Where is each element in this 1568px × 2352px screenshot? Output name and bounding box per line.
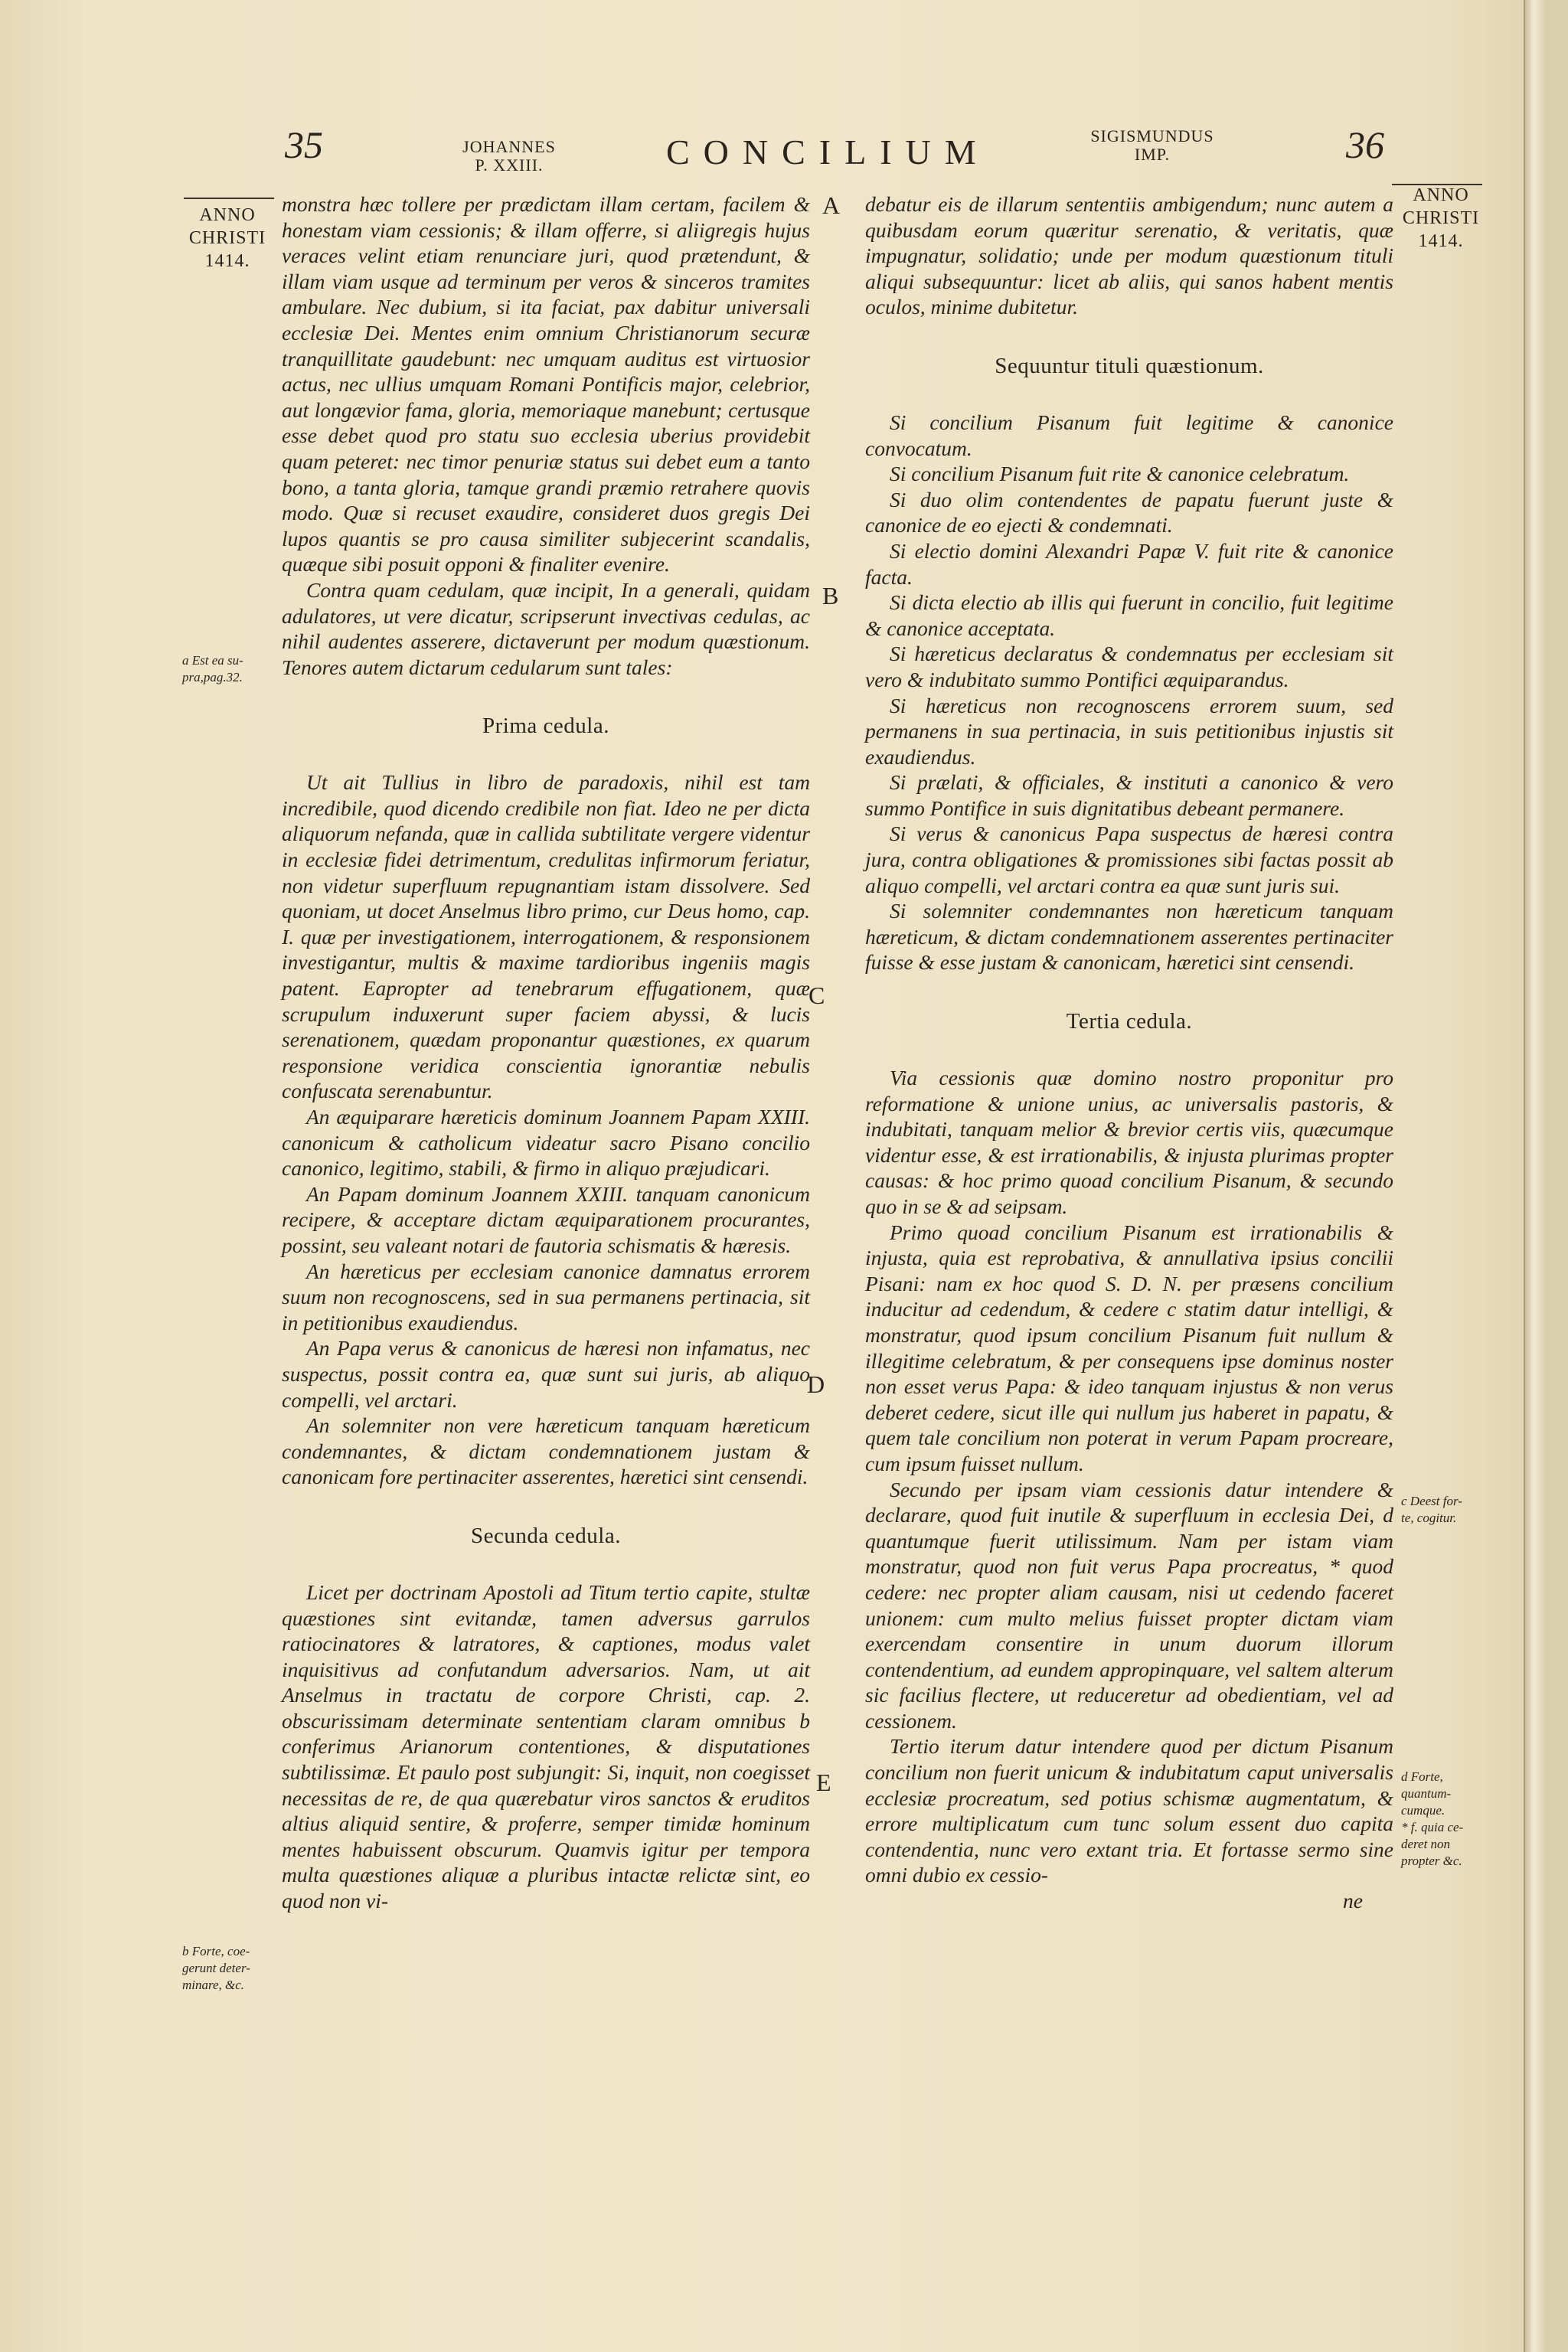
- year-value: 1414.: [204, 251, 250, 271]
- question: Si dicta electio ab illis qui fuerunt in concilio, fuit legitime & canonice acceptata.: [865, 590, 1393, 640]
- paragraph: Secundo per ipsam viam cessionis datur intendere & declarare, quod fuit inutile & superfluum in ecclesia Dei, d quantumque fuerit utilissimum. Nam per istam viam monstratur, quod non fuit verus Papa procreatus, * quod cedere: nec propter aliam causam, nisi ut cedendo faceret unionem: cum multo melius fuisset propter dictam viam exercendam consentire in unum duorum illorum contendentium, ad eundem appropinquare, vel saltem alterum sic facilius flectere, ut reduceretur ad obedientiam, vel ad cessionem.: [865, 1477, 1393, 1733]
- margin-note-c: [1401, 1493, 1501, 1527]
- question: Si hæreticus non recognoscens errorem suum, sed permanens in sua pertinacia, in suis petitionibus injustis sit exaudiendus.: [865, 693, 1393, 769]
- emperor-header: [1072, 127, 1233, 164]
- note-line: a Est ea su-: [182, 653, 243, 668]
- section-letter-e: E: [816, 1769, 831, 1796]
- note-line: pra,pag.32.: [182, 670, 243, 684]
- year-label: ANNO: [1413, 185, 1469, 205]
- year-label: CHRISTI: [188, 228, 266, 248]
- page-title: CONCILIUM: [666, 132, 990, 172]
- left-column: [282, 191, 810, 1914]
- year-box-right: [1387, 184, 1494, 253]
- paragraph: monstra hæc tollere per prædictam illam certam, facilem & honestam viam cessionis; & illam offerre, si aliigregis hujus veraces velint etiam renunciare juri, quod prætendunt, & illam viam usque ad terminum per veros & sinceros tramites ambulare. Nec dubium, si ita faciat, pax dabitur universali ecclesiæ Dei. Mentes enim omnium Christianorum securæ tranquillitate gaudebunt: nec umquam auditus est virtuosior actus, nec ullius umquam Romani Pontificis major, celebrior, aut longævior fama, gloria, memoriaque manebunt; certusque esse debet quod pro statu suo ecclesia uberius providebit quam peteret: nec timor penuriæ status sui debet eum a tanto bono, a tanta gloria, tamque grandi præmio retrahere quovis modo. Quæ si recuset exaudire, consideret duos gregis Dei lupos quantis se pro causa similiter subjecerint scandalis, quæque sibi posuit opponi & finaliter evenire.: [282, 192, 810, 577]
- note-line: b Forte, coe-: [182, 1944, 250, 1958]
- paragraph: Ut ait Tullius in libro de paradoxis, nihil est tam incredibile, quod dicendo credibile non fiat. Ideo ne per dicta aliquorum nefanda, quæ in callida subtilitate vergere videntur in ecclesiæ fidei detrimentum, credulitas infirmorum feriatur, non videtur superfluum repugnantiam istam dissolvere. Sed quoniam, ut docet Anselmus libro primo, cur Deus homo, cap. I. quæ per investigationem, interrogationem, & responsionem investigantur, multis & maxime tardioribus ingeniis magis patent. Eapropter ad tenebrarum effugationem, quæ scrupulum induxerunt super faciem abyssi, & lucis serenationem, quædam proponantur quæstiones, ex quarum responsione veridica conscientia ignorantiæ nebulis confuscata serenabuntur.: [282, 770, 810, 1103]
- note-line: propter &c.: [1401, 1854, 1462, 1868]
- question: Si solemniter condemnantes non hæreticum tanquam hæreticum, & dictam condemnationem asserentes pertinaciter fuisse & esse justam & canonicam, hæretici sint censendi.: [865, 899, 1393, 975]
- question: An Papa verus & canonicus de hæresi non infamatus, nec suspectus, possit contra ea, quæ sunt sui juris, ab aliquo compelli, vel arctari.: [282, 1336, 810, 1412]
- right-column: [865, 191, 1393, 1914]
- catchword: ne: [1343, 1889, 1363, 1913]
- question: An solemniter non vere hæreticum tanquam hæreticum condemnantes, & dictam condemnationem justam & canonicam fore pertinaciter asserentes, hæretici sint censendi.: [282, 1413, 810, 1489]
- paragraph: Contra quam cedulam, quæ incipit, In a generali, quidam adulatores, ut vere dicatur, scripserunt invectivas cedulas, ac nihil audentes asserere, dictaverunt per modum quæstionum. Tenores autem dictarum cedularum sunt tales:: [282, 577, 810, 679]
- paragraph: debatur eis de illarum sententiis ambigendum; nunc autem a quibusdam eorum quæritur serenatio, & veritatis, quæ impugnatur, solidatio; unde per modum quæstionum tituli aliqui subsequuntur: licet ab aliis, qui sanos habent mentis oculos, minime dubitetur.: [865, 192, 1393, 319]
- year-label: ANNO: [199, 205, 256, 225]
- note-line: * f. quia ce-: [1401, 1820, 1464, 1834]
- question: Si electio domini Alexandri Papæ V. fuit rite & canonice facta.: [865, 538, 1393, 589]
- question: Si duo olim contendentes de papatu fuerunt juste & canonice de eo ejecti & condemnati.: [865, 487, 1393, 537]
- emperor-title: IMP.: [1134, 145, 1171, 164]
- note-line: quantum-: [1401, 1786, 1452, 1801]
- note-line: minare, &c.: [182, 1978, 245, 1992]
- section-heading: Tertia cedula.: [1066, 1009, 1193, 1034]
- section-heading: Prima cedula.: [482, 714, 609, 739]
- question: Si concilium Pisanum fuit legitime & canonice convocatum.: [865, 410, 1393, 460]
- question: An æquiparare hæreticis dominum Joannem Papam XXIII. canonicum & catholicum videatur sacro Pisano concilio canonico, legitimo, stabili, & firmo in aliquo præjudicari.: [282, 1105, 810, 1181]
- pope-number: P. XXIII.: [475, 155, 544, 175]
- page-number-right: 36: [1346, 123, 1384, 166]
- year-box-left: [178, 204, 277, 273]
- year-rule-left: [184, 198, 274, 199]
- section-letter-c: C: [808, 982, 825, 1009]
- page-edge: [1524, 0, 1547, 2352]
- section-heading: Secunda cedula.: [471, 1523, 621, 1548]
- note-line: cumque.: [1401, 1803, 1446, 1818]
- emperor-name: SIGISMUNDUS: [1090, 126, 1214, 145]
- paragraph: Via cessionis quæ domino nostro proponitur pro reformatione & unione unius, ac universalis pastoris, & indubitati, tanquam melior & brevior certis viis, quæcumque videntur esse, & est irrationabilis, & injusta plurimas propter causas: & hoc primo quoad concilium Pisanum, & secundo quo in se & ad seipsam.: [865, 1066, 1393, 1218]
- question: Si hæreticus declaratus & condemnatus per ecclesiam sit vero & indubitato summo Pontifici æquiparandus.: [865, 642, 1393, 691]
- pope-header: [452, 138, 567, 175]
- page-number-left: 35: [285, 123, 323, 166]
- note-line: gerunt deter-: [182, 1961, 250, 1975]
- question: An hæreticus per ecclesiam canonice damnatus errorem suum non recognoscens, sed in sua permanens pertinacia, sit in petitionibus exaudiendus.: [282, 1259, 810, 1334]
- pope-name: JOHANNES: [462, 137, 556, 156]
- question: Si concilium Pisanum fuit rite & canonice celebratum.: [890, 462, 1350, 486]
- paragraph: Tertio iterum datur intendere quod per dictum Pisanum concilium non fuerit unicum & indubitatum caput universalis ecclesiæ procreatum, sed potius schismæ augmentatum, & errore multiplicatum cum tunc solum essent duo capita contendentia, nunc vero extant tria. Et fortasse sermo sine omni dubio ex cessio-: [865, 1734, 1393, 1887]
- paragraph: Licet per doctrinam Apostoli ad Titum tertio capite, stultæ quæstiones sint evitandæ, tamen adversus garrulos ratiocinatores & latratores, & captiones, modus valet inquisitivus ad confutandum adversarios. Nam, ut ait Anselmus in tractatu de corpore Christi, cap. 2. obscurissimam determinate sententiam claram omnibus b conferimus Arianorum contentiones, & disputationes subtilissimæ. Et paulo post subjungit: Si, inquit, non coegisset necessitas de re, de qua quærebatur viros sanctos & eruditos altius aliquid sentire, & proferre, semper timidæ hominum mentes habuissent obscurum. Quamvis igitur per tempora multa quæstiones aliquæ a pluribus intactæ relictæ sint, eo quod non vi-: [282, 1579, 810, 1913]
- margin-note-d: [1401, 1769, 1501, 1870]
- year-value: 1414.: [1418, 231, 1464, 251]
- question: Si verus & canonicus Papa suspectus de hæresi contra jura, contra obligationes & promissiones sibi factas possit ab aliquo compelli, vel arctari contra ea quæ sunt juris sui.: [865, 822, 1393, 897]
- note-line: deret non: [1401, 1837, 1451, 1851]
- note-line: te, cogitur.: [1401, 1511, 1457, 1525]
- question: Si prælati, & officiales, & instituti a canonico & vero summo Pontifice in suis dignitatibus debeant permanere.: [865, 770, 1393, 820]
- section-heading: Sequuntur tituli quæstionum.: [995, 353, 1264, 378]
- paragraph: Primo quoad concilium Pisanum est irrationabilis & injusta, quia est reprobativa, & annullativa ipsius concilii Pisani: nam ex hoc quod S. D. N. per præsens concilium inducitur ad cedendum, & cedere c statim datur intelligi, & monstratur, quod ipsum concilium Pisanum fuit nullum & illegitime celebratum, & per consequens ipse dominus noster non esset verus Papa: & ideo tanquam injustus & non verus deberet cedere, sicut ille qui nullum jus haberet in papatu, & quem tale concilium non poterat in verum Papam procreare, cum ipsum fuisset nullum.: [865, 1220, 1393, 1475]
- year-label: CHRISTI: [1402, 208, 1480, 228]
- note-line: c Deest for-: [1401, 1494, 1462, 1508]
- margin-note-a: [182, 652, 282, 686]
- question: An Papam dominum Joannem XXIII. tanquam canonicum recipere, & acceptare dictam æquiparationem procurantes, possint, seu valeant notari de fautoria schismatis & hæresis.: [282, 1181, 810, 1257]
- section-letter-b: B: [822, 582, 839, 609]
- section-letter-d: D: [807, 1370, 825, 1398]
- section-letter-a: A: [822, 191, 841, 219]
- margin-note-b: [182, 1943, 282, 1994]
- note-line: d Forte,: [1401, 1769, 1443, 1784]
